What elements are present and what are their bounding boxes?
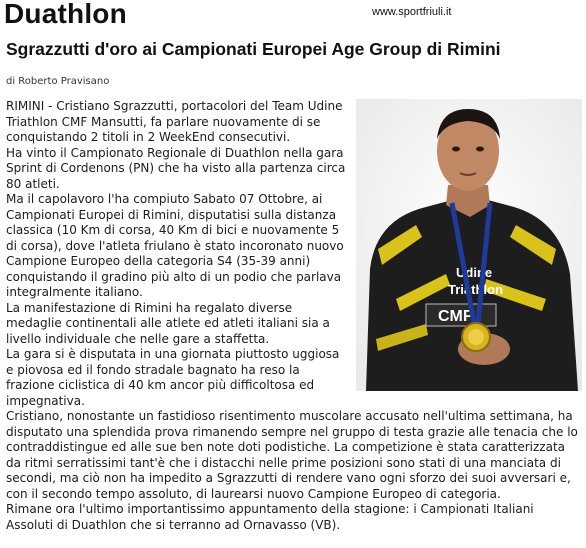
jersey-text-1: Udine [456,265,493,280]
section-title: Duathlon [4,0,127,29]
article-byline: di Roberto Pravisano [6,76,110,87]
article-headline: Sgrazzutti d'oro ai Campionati Europei Age Group di Rimini [6,39,501,59]
paragraph-1: RIMINI - Cristiano Sgrazzutti, portacolori del Team Udine Triathlon CMF Mansutti, fa parlare nuovamente di se conquistando 2 titoli in 2 WeekEnd consecutivi. [6,99,343,144]
paragraph-5: La gara si è disputata in una giornata piuttosto uggiosa e piovosa ed il fondo stradale bagnato ha reso la frazione ciclistica di 40 km ancor più difficoltosa ed impegnativa. [6,347,340,408]
athlete-photo [356,99,582,391]
paragraph-6: Cristiano, nonostante un fastidioso risentimento muscolare accusato nell'ultima settimana, ha disputato una splendida prova rimanendo sempre nel gruppo di testa grazie alle tenacia che lo contraddistingue ed alle sue ben note doti podistiche. La competizione è stata caratterizzata da ritmi serratissimi tant'è che i distacchi nelle prime posizioni sono stati di una manciata di secondi, ma ciò non ha impedito a Sgrazzutti di rendere vano ogni sforzo dei suoi avversari e, con il secondo tempo assoluto, di laurearsi nuovo Campione Europeo di categoria. [6,409,578,501]
paragraph-2: Ha vinto il Campionato Regionale di Duathlon nella gara Sprint di Cordenons (PN) che ha visto alla partenza circa 80 atleti. [6,145,346,191]
paragraph-4: La manifestazione di Rimini ha regalato diverse medaglie continentali alle atlete ed atleti italiani sia a livello individuale che nelle gare a staffetta. [6,300,330,346]
paragraph-3: Ma il capolavoro l'ha compiuto Sabato 07 Ottobre, ai Campionati Europei di Rimini, disputatisi sulla distanza classica (10 Km di corsa, 40 Km di bici e nuovamente 5 di corsa), dove l'atleta friulano è stato incoronato nuovo Campione Europeo della categoria S4 (35-39 anni) conquistando il gradino più alto di un podio che parlava integralmente italiano. [6,192,344,299]
paragraph-7: Rimane ora l'ultimo importantissimo appuntamento della stagione: i Campionati Italiani Assoluti di Duathlon che si terranno ad Ornavasso (VB). [6,502,534,532]
article-body [6,99,582,533]
athlete-illustration [356,99,582,391]
site-url[interactable]: www.sportfriuli.it [372,6,452,18]
jersey-text-3: CMF [438,308,473,325]
jersey-text-2: Triathlon [448,282,503,297]
